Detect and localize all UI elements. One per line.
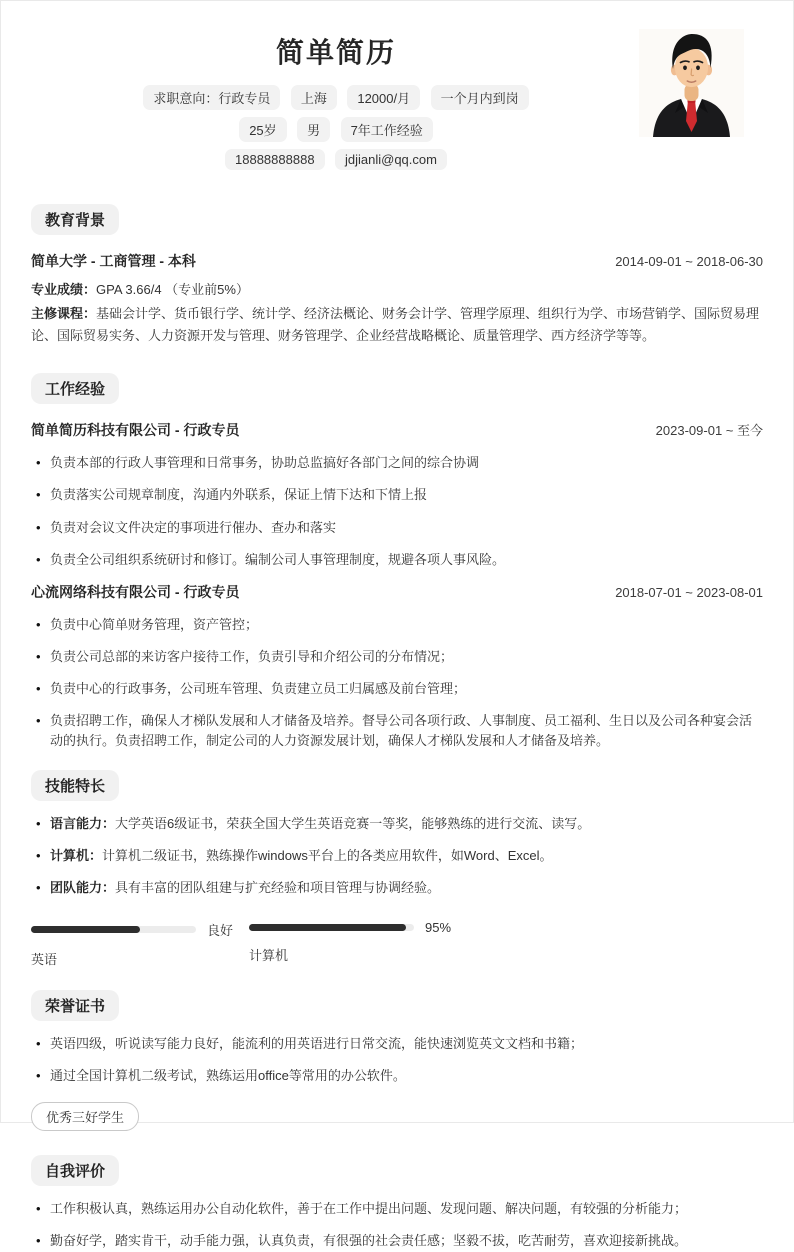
job-company-role: 简单简历科技有限公司 - 行政专员 xyxy=(31,422,240,439)
school-degree: 简单大学 - 工商管理 - 本科 xyxy=(31,253,196,269)
avatar-illustration xyxy=(639,29,744,137)
skill-text: 具有丰富的团队组建与扩充经验和项目管理与协调经验。 xyxy=(115,879,441,895)
section-honors xyxy=(31,990,763,1131)
section-heading-experience: 工作经验 xyxy=(31,373,119,404)
courses-value: 基础会计学、货币银行学、统计学、经济法概论、财务会计学、管理学原理、组织行为学、市场营销学、国际贸易理论、国际贸易实务、人力资源开发与管理、财务管理学、企业经营战略概论、质量管理学、西方经济学等等。 xyxy=(31,306,760,344)
pill-salary: 12000/月 xyxy=(347,85,420,110)
honors-bullet-list xyxy=(31,1034,763,1086)
section-skills xyxy=(31,770,763,968)
pill-phone: 18888888888 xyxy=(225,149,325,170)
job-bullet-list xyxy=(31,453,763,570)
job-bullet: • 负责公司总部的来访客户接待工作，负责引导和介绍公司的分布情况； xyxy=(31,647,763,667)
job-entry xyxy=(31,420,763,570)
progress-fill xyxy=(31,926,140,933)
honor-badge: 优秀三好学生 xyxy=(31,1102,139,1131)
skill-bar-computer xyxy=(249,920,467,968)
skill-bullet xyxy=(31,878,763,898)
pill-email: jdjianli@qq.com xyxy=(335,149,447,170)
job-bullet: • 负责中心的行政事务，公司班车管理、负责建立员工归属感及前台管理； xyxy=(31,679,763,699)
job-bullet: • 负责全公司组织系统研讨和修订。编制公司人事管理制度，规避各项人事风险。 xyxy=(31,550,763,570)
progress-track xyxy=(31,926,196,933)
header-identity-block xyxy=(31,31,641,170)
pill-experience-years: 7年工作经验 xyxy=(341,117,433,142)
job-bullet: • 负责落实公司规章制度，沟通内外联系，保证上情下达和下情上报 xyxy=(31,485,763,505)
skill-bullet xyxy=(31,846,763,866)
job-entry xyxy=(31,582,763,752)
progress-fill xyxy=(249,924,406,931)
section-heading-education: 教育背景 xyxy=(31,204,119,235)
self-evaluation-bullet: • 工作积极认真，熟练运用办公自动化软件，善于在工作中提出问题、发现问题、解决问题，有较强的分析能力； xyxy=(31,1199,763,1219)
avatar xyxy=(639,29,744,137)
job-bullet: • 负责招聘工作，确保人才梯队发展和人才储备及培养。督导公司各项行政、人事制度、员工福利、生日以及公司各种宴会活动的执行。负责招聘工作，制定公司的人力资源发展计划，确保人才梯队发展和人才储备及培养。 xyxy=(31,711,763,751)
skill-bar-line xyxy=(31,920,249,939)
gpa-label: 专业成绩： xyxy=(31,282,97,297)
skill-label: 团队能力： xyxy=(50,879,116,895)
skill-label: 语言能力： xyxy=(50,815,116,831)
pill-row-personal xyxy=(31,117,641,142)
self-evaluation-bullet: • 勤奋好学，踏实肯干，动手能力强，认真负责，有很强的社会责任感；坚毅不拔，吃苦耐劳，喜欢迎接新挑战。 xyxy=(31,1231,763,1251)
pill-gender: 男 xyxy=(297,117,330,142)
section-heading-honors: 荣誉证书 xyxy=(31,990,119,1021)
pill-availability: 一个月内到岗 xyxy=(431,85,529,110)
section-self-evaluation xyxy=(31,1155,763,1251)
pill-age: 25岁 xyxy=(239,117,286,142)
skill-level-label: 95% xyxy=(425,919,452,935)
self-evaluation-bullet-list xyxy=(31,1199,763,1251)
skills-bullet-list xyxy=(31,814,763,898)
education-gpa-line xyxy=(31,279,763,301)
section-heading-self-evaluation: 自我评价 xyxy=(31,1155,119,1186)
honor-bullet: • 通过全国计算机二级考试，熟练运用office等常用的办公软件。 xyxy=(31,1066,763,1086)
education-dates: 2014-09-01 ~ 2018-06-30 xyxy=(615,254,763,269)
skill-level-label: 良好 xyxy=(207,922,234,938)
section-education xyxy=(31,204,763,347)
skill-bar-line xyxy=(249,920,467,935)
education-courses-line xyxy=(31,303,763,347)
pill-row-intention xyxy=(31,85,641,110)
skill-bar-english xyxy=(31,920,249,968)
job-title-row xyxy=(31,420,763,440)
skill-bars xyxy=(31,920,763,968)
job-bullet-list xyxy=(31,615,763,752)
pill-row-contact xyxy=(31,149,641,170)
honor-bullet: • 英语四级，听说读写能力良好，能流利的用英语进行日常交流，能快速浏览英文文档和书籍； xyxy=(31,1034,763,1054)
skill-bar-name: 英语 xyxy=(31,951,58,967)
page-title: 简单简历 xyxy=(275,37,396,68)
section-experience xyxy=(31,373,763,751)
skill-label: 计算机： xyxy=(50,847,103,863)
skill-bullet xyxy=(31,814,763,834)
job-dates: 2018-07-01 ~ 2023-08-01 xyxy=(615,584,763,600)
job-company-role: 心流网络科技有限公司 - 行政专员 xyxy=(31,583,240,600)
gpa-value: GPA 3.66/4 （专业前5%） xyxy=(96,282,249,297)
skill-bar-name: 计算机 xyxy=(249,947,289,963)
job-dates: 2023-09-01 ~ 至今 xyxy=(655,423,763,439)
job-title-row xyxy=(31,582,763,602)
resume-header xyxy=(31,31,763,171)
skill-text: 计算机二级证书，熟练操作windows平台上的各类应用软件，如Word、Excel。 xyxy=(102,847,553,863)
progress-track xyxy=(249,924,414,931)
pill-job-intention: 求职意向：行政专员 xyxy=(143,85,280,110)
courses-label: 主修课程： xyxy=(31,306,97,322)
job-bullet: • 负责本部的行政人事管理和日常事务，协助总监搞好各部门之间的综合协调 xyxy=(31,453,763,473)
job-bullet: • 负责中心简单财务管理，资产管控； xyxy=(31,615,763,635)
pill-city: 上海 xyxy=(291,85,337,110)
education-title-row xyxy=(31,251,763,271)
job-bullet: • 负责对会议文件决定的事项进行催办、查办和落实 xyxy=(31,518,763,538)
skill-text: 大学英语6级证书，荣获全国大学生英语竞赛一等奖，能够熟练的进行交流、读写。 xyxy=(115,815,591,831)
section-heading-skills: 技能特长 xyxy=(31,770,119,801)
